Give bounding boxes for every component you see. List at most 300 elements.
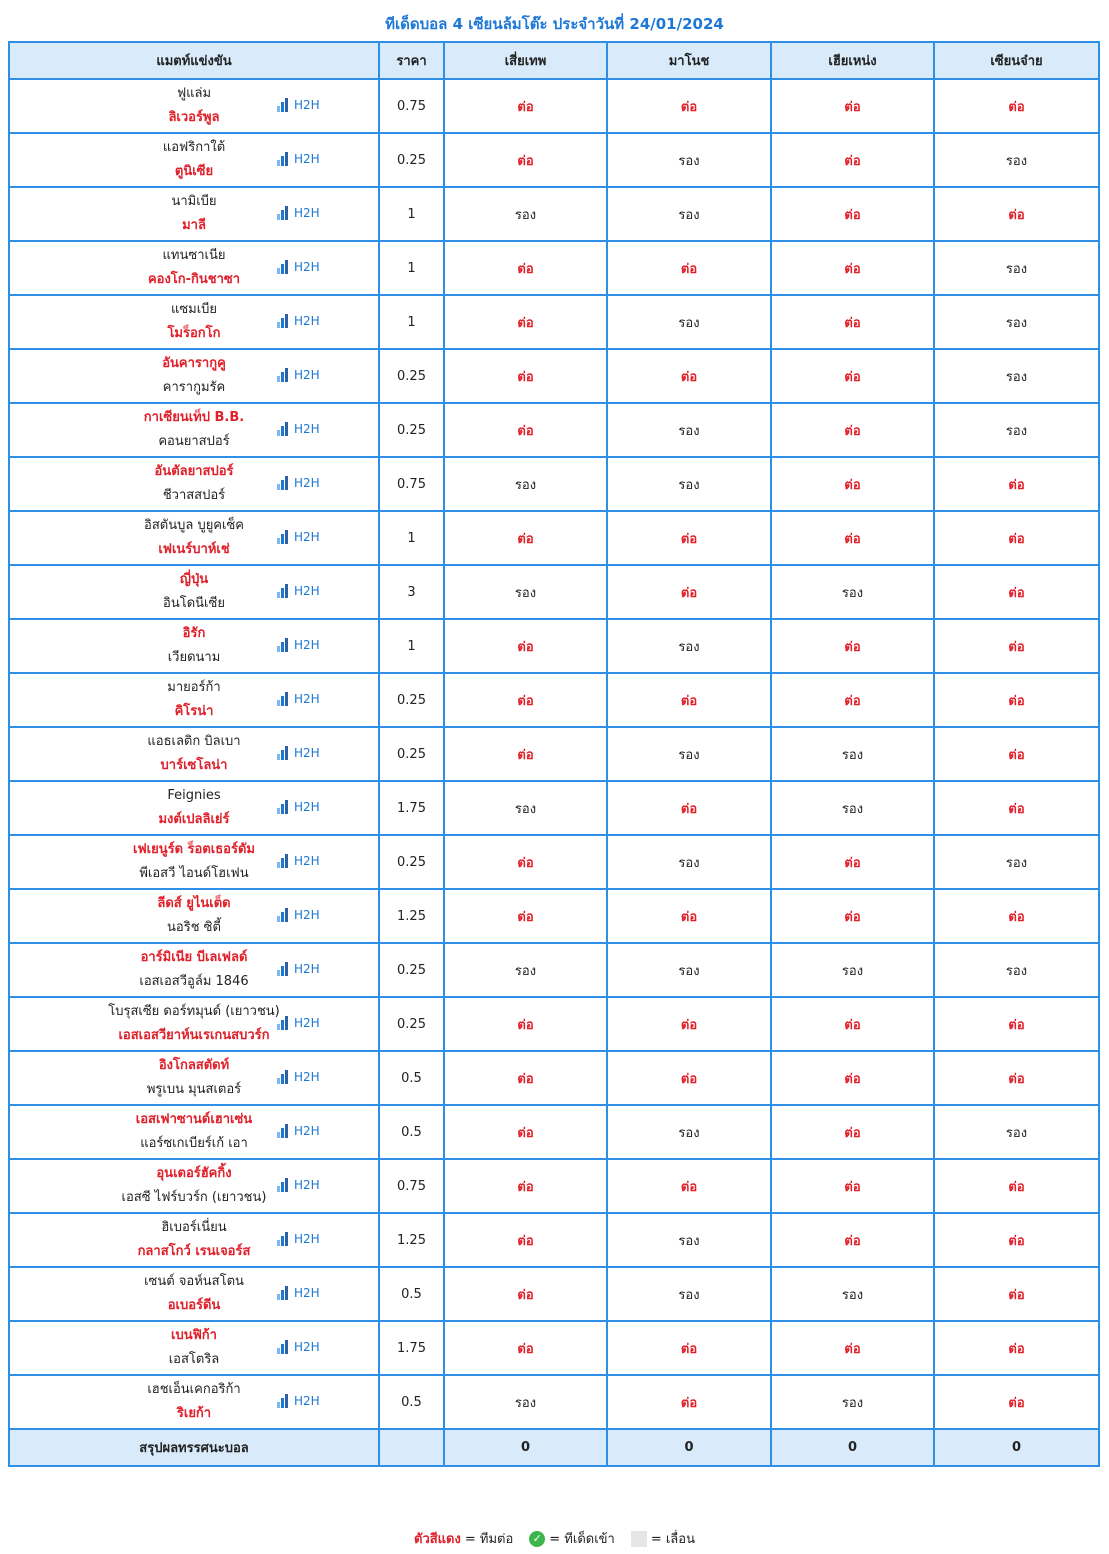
bar-chart-icon: [277, 422, 291, 436]
tipster-pick-4: รอง: [934, 349, 1099, 403]
check-icon: ✓: [529, 1531, 545, 1547]
tipster-pick-2: รอง: [607, 457, 771, 511]
tipster-pick-1: ต่อ: [444, 889, 607, 943]
away-team: ตูนิเซีย: [174, 164, 214, 179]
tipster-pick-2: ต่อ: [607, 781, 771, 835]
h2h-link[interactable]: [277, 962, 320, 976]
h2h-label: H2H: [294, 1178, 320, 1192]
h2h-link[interactable]: [277, 692, 320, 706]
home-team: อิงโกลสตัดท์: [158, 1058, 230, 1073]
tipster-pick-3: ต่อ: [771, 349, 934, 403]
tipster-pick-1: ต่อ: [444, 1105, 607, 1159]
tipster-pick-1: รอง: [444, 457, 607, 511]
tipster-pick-3: ต่อ: [771, 79, 934, 133]
h2h-label: H2H: [294, 530, 320, 544]
match-cell: [9, 349, 379, 403]
price-cell: 1.25: [379, 1213, 444, 1267]
bar-chart-icon: [277, 98, 291, 112]
table-row: [9, 943, 1099, 997]
bar-chart-icon: [277, 206, 291, 220]
legend-check-desc: = ทีเด็ดเข้า: [549, 1532, 615, 1547]
table-row: [9, 1267, 1099, 1321]
tipster-pick-1: รอง: [444, 781, 607, 835]
tipster-pick-1: ต่อ: [444, 295, 607, 349]
tipster-pick-1: ต่อ: [444, 511, 607, 565]
tipster-header-3: เฮียเหน่ง: [771, 42, 934, 79]
match-cell: [9, 1321, 379, 1375]
bar-chart-icon: [277, 584, 291, 598]
h2h-link[interactable]: [277, 260, 320, 274]
home-team: ฟูแล่ม: [176, 86, 212, 101]
h2h-label: H2H: [294, 260, 320, 274]
home-team: ญี่ปุ่น: [179, 572, 209, 587]
h2h-label: H2H: [294, 908, 320, 922]
tipster-pick-3: ต่อ: [771, 403, 934, 457]
away-team: เอสซี ไฟร์บวร์ก (เยาวชน): [121, 1190, 267, 1205]
tipster-pick-2: ต่อ: [607, 1375, 771, 1429]
table-row: [9, 1105, 1099, 1159]
h2h-label: H2H: [294, 746, 320, 760]
home-team: มายอร์ก้า: [167, 680, 221, 695]
tipster-pick-4: รอง: [934, 943, 1099, 997]
h2h-link[interactable]: [277, 98, 320, 112]
tipster-pick-4: ต่อ: [934, 727, 1099, 781]
match-cell: [9, 133, 379, 187]
home-team: แทนซาเนีย: [162, 248, 226, 263]
bar-chart-icon: [277, 1286, 291, 1300]
bar-chart-icon: [277, 800, 291, 814]
h2h-label: H2H: [294, 152, 320, 166]
tipster-pick-2: ต่อ: [607, 349, 771, 403]
away-team: อินโดนีเซีย: [163, 596, 225, 611]
match-cell: [9, 1159, 379, 1213]
h2h-link[interactable]: [277, 800, 320, 814]
match-cell: [9, 457, 379, 511]
price-cell: 3: [379, 565, 444, 619]
tipster-pick-2: ต่อ: [607, 1159, 771, 1213]
bar-chart-icon: [277, 1340, 291, 1354]
tipster-pick-4: ต่อ: [934, 1267, 1099, 1321]
match-header: แมตท์แข่งขัน: [9, 42, 379, 79]
bar-chart-icon: [277, 1394, 291, 1408]
away-team: พีเอสวี ไอนด์โฮเฟน: [139, 866, 249, 881]
away-team: อเบอร์ดีน: [167, 1298, 221, 1313]
tipster-pick-1: ต่อ: [444, 727, 607, 781]
h2h-link[interactable]: [277, 314, 320, 328]
table-row: [9, 781, 1099, 835]
match-cell: [9, 1267, 379, 1321]
tipster-pick-2: รอง: [607, 1105, 771, 1159]
tipster-pick-4: ต่อ: [934, 457, 1099, 511]
h2h-label: H2H: [294, 962, 320, 976]
h2h-link[interactable]: [277, 1124, 320, 1138]
home-team: กาเซียนเท็ป B.B.: [143, 410, 245, 425]
home-team: อาร์มิเนีย บีเลเฟลด์: [140, 950, 248, 965]
tipster-pick-2: ต่อ: [607, 1321, 771, 1375]
away-team: เฟเนร์บาห์เช่: [158, 542, 230, 557]
tipster-pick-4: ต่อ: [934, 1213, 1099, 1267]
table-row: [9, 997, 1099, 1051]
price-cell: 0.5: [379, 1105, 444, 1159]
match-cell: [9, 1375, 379, 1429]
tipster-pick-3: ต่อ: [771, 241, 934, 295]
bar-chart-icon: [277, 476, 291, 490]
tipster-pick-3: ต่อ: [771, 619, 934, 673]
bar-chart-icon: [277, 854, 291, 868]
price-cell: 0.25: [379, 835, 444, 889]
legend-red-desc: = ทีมต่อ: [464, 1532, 514, 1547]
bar-chart-icon: [277, 314, 291, 328]
home-team: เบนฟิก้า: [171, 1328, 217, 1343]
table-row: [9, 673, 1099, 727]
h2h-link[interactable]: [277, 1016, 320, 1030]
h2h-link[interactable]: [277, 422, 320, 436]
home-team: อุนเตอร์ฮัคกิ้ง: [156, 1166, 232, 1181]
away-team: คิโรน่า: [174, 704, 214, 719]
away-team: มงต์เปลลิเย่ร์: [158, 812, 230, 827]
tipster-pick-3: ต่อ: [771, 673, 934, 727]
tipster-pick-3: รอง: [771, 1267, 934, 1321]
h2h-label: H2H: [294, 584, 320, 598]
match-cell: [9, 943, 379, 997]
h2h-link[interactable]: [277, 1286, 320, 1300]
tipster-pick-1: ต่อ: [444, 1321, 607, 1375]
h2h-label: H2H: [294, 368, 320, 382]
tipster-pick-4: รอง: [934, 835, 1099, 889]
tipster-pick-1: รอง: [444, 1375, 607, 1429]
tipster-pick-2: รอง: [607, 835, 771, 889]
tipster-pick-1: รอง: [444, 943, 607, 997]
tipster-pick-4: ต่อ: [934, 1375, 1099, 1429]
away-team: คองโก-กินชาซา: [147, 272, 241, 287]
match-cell: [9, 79, 379, 133]
away-team: ริเยก้า: [176, 1406, 212, 1421]
page-title: ทีเด็ดบอล 4 เซียนล้มโต๊ะ ประจำวันที่ 24/01/2024: [385, 15, 724, 33]
tipster-pick-4: ต่อ: [934, 79, 1099, 133]
match-cell: [9, 403, 379, 457]
tipster-pick-2: รอง: [607, 133, 771, 187]
tipster-pick-3: ต่อ: [771, 1321, 934, 1375]
tipster-pick-1: ต่อ: [444, 835, 607, 889]
table-row: [9, 187, 1099, 241]
tipster-pick-4: ต่อ: [934, 1159, 1099, 1213]
legend: [0, 1528, 1109, 1549]
bar-chart-icon: [277, 152, 291, 166]
h2h-link[interactable]: [277, 584, 320, 598]
tipster-pick-2: รอง: [607, 943, 771, 997]
bar-chart-icon: [277, 1016, 291, 1030]
bar-chart-icon: [277, 908, 291, 922]
grey-box-icon: [631, 1531, 647, 1547]
tipster-pick-3: ต่อ: [771, 1051, 934, 1105]
tips-table: [8, 41, 1100, 1467]
price-cell: 0.25: [379, 727, 444, 781]
tipster-pick-4: รอง: [934, 1105, 1099, 1159]
tipster-pick-4: รอง: [934, 241, 1099, 295]
price-cell: 1: [379, 295, 444, 349]
home-team: นามิเบีย: [171, 194, 217, 209]
h2h-label: H2H: [294, 1340, 320, 1354]
h2h-label: H2H: [294, 692, 320, 706]
match-cell: [9, 1105, 379, 1159]
tipster-pick-4: ต่อ: [934, 619, 1099, 673]
h2h-label: H2H: [294, 1232, 320, 1246]
table-row: [9, 1159, 1099, 1213]
tipster-pick-1: ต่อ: [444, 1267, 607, 1321]
tipster-pick-2: รอง: [607, 187, 771, 241]
tipster-pick-1: ต่อ: [444, 79, 607, 133]
price-cell: 0.25: [379, 997, 444, 1051]
table-row: [9, 295, 1099, 349]
h2h-label: H2H: [294, 638, 320, 652]
home-team: ฮิเบอร์เนี่ยน: [161, 1220, 227, 1235]
match-cell: [9, 781, 379, 835]
summary-price-cell: [379, 1429, 444, 1466]
tipster-pick-3: ต่อ: [771, 187, 934, 241]
home-team: เฮชเอ็นเคกอริก้า: [147, 1382, 241, 1397]
tipster-pick-3: รอง: [771, 943, 934, 997]
tipster-pick-2: รอง: [607, 295, 771, 349]
summary-score-1: 0: [444, 1429, 607, 1466]
bar-chart-icon: [277, 1178, 291, 1192]
price-cell: 1: [379, 187, 444, 241]
home-team: Feignies: [167, 788, 221, 803]
price-cell: 1.75: [379, 1321, 444, 1375]
price-cell: 0.25: [379, 403, 444, 457]
bar-chart-icon: [277, 1124, 291, 1138]
away-team: เวียดนาม: [167, 650, 221, 665]
bar-chart-icon: [277, 1070, 291, 1084]
tipster-pick-3: รอง: [771, 1375, 934, 1429]
summary-score-4: 0: [934, 1429, 1099, 1466]
price-cell: 1.75: [379, 781, 444, 835]
price-cell: 0.25: [379, 943, 444, 997]
tipster-pick-2: ต่อ: [607, 565, 771, 619]
h2h-link[interactable]: [277, 1340, 320, 1354]
h2h-link[interactable]: [277, 530, 320, 544]
table-row: [9, 835, 1099, 889]
tipster-pick-3: ต่อ: [771, 457, 934, 511]
summary-score-2: 0: [607, 1429, 771, 1466]
tipster-pick-2: ต่อ: [607, 79, 771, 133]
tipster-pick-3: รอง: [771, 781, 934, 835]
table-header-row: [9, 42, 1099, 79]
tipster-pick-3: ต่อ: [771, 889, 934, 943]
table-row: [9, 403, 1099, 457]
tipster-pick-2: รอง: [607, 619, 771, 673]
bar-chart-icon: [277, 368, 291, 382]
tipster-header-2: มาโนช: [607, 42, 771, 79]
away-team: โมร็อกโก: [167, 326, 221, 341]
home-team: ลีดส์ ยูไนเต็ด: [157, 896, 231, 911]
tipster-pick-3: ต่อ: [771, 511, 934, 565]
tipster-pick-1: ต่อ: [444, 1159, 607, 1213]
price-cell: 1: [379, 619, 444, 673]
tipster-pick-1: ต่อ: [444, 1213, 607, 1267]
away-team: เอสโตริล: [168, 1352, 220, 1367]
home-team: โบรุสเซีย ดอร์ทมุนด์ (เยาวชน): [108, 1004, 280, 1019]
tipster-pick-2: ต่อ: [607, 511, 771, 565]
tipster-pick-2: รอง: [607, 727, 771, 781]
price-cell: 0.5: [379, 1051, 444, 1105]
tipster-pick-4: รอง: [934, 295, 1099, 349]
table-row: [9, 79, 1099, 133]
away-team: แอร์ซเกเบียร์เก้ เอา: [140, 1136, 248, 1151]
match-cell: [9, 1051, 379, 1105]
tipster-pick-4: ต่อ: [934, 889, 1099, 943]
h2h-link[interactable]: [277, 908, 320, 922]
h2h-link[interactable]: [277, 1394, 320, 1408]
tipster-pick-2: รอง: [607, 1267, 771, 1321]
tipster-pick-2: ต่อ: [607, 1051, 771, 1105]
match-cell: [9, 511, 379, 565]
tipster-pick-4: ต่อ: [934, 997, 1099, 1051]
price-cell: 0.25: [379, 673, 444, 727]
bar-chart-icon: [277, 530, 291, 544]
home-team: อิรัก: [182, 626, 206, 641]
tipster-pick-4: ต่อ: [934, 781, 1099, 835]
tipster-pick-1: รอง: [444, 187, 607, 241]
tipster-pick-2: ต่อ: [607, 889, 771, 943]
h2h-link[interactable]: [277, 854, 320, 868]
h2h-label: H2H: [294, 854, 320, 868]
table-row: [9, 889, 1099, 943]
away-team: บาร์เซโลน่า: [160, 758, 228, 773]
tipster-pick-1: ต่อ: [444, 403, 607, 457]
table-row: [9, 133, 1099, 187]
h2h-label: H2H: [294, 1124, 320, 1138]
tipster-pick-1: ต่อ: [444, 241, 607, 295]
price-cell: 1: [379, 241, 444, 295]
tipster-header-4: เซียนจ๋าย: [934, 42, 1099, 79]
match-cell: [9, 187, 379, 241]
tipster-pick-4: ต่อ: [934, 673, 1099, 727]
tipster-header-1: เสี่ยเทพ: [444, 42, 607, 79]
tipster-pick-4: ต่อ: [934, 1321, 1099, 1375]
match-cell: [9, 673, 379, 727]
tipster-pick-1: ต่อ: [444, 619, 607, 673]
h2h-label: H2H: [294, 206, 320, 220]
summary-score-3: 0: [771, 1429, 934, 1466]
price-cell: 0.75: [379, 1159, 444, 1213]
home-team: แซมเบีย: [170, 302, 218, 317]
table-row: [9, 565, 1099, 619]
tipster-pick-1: รอง: [444, 565, 607, 619]
h2h-label: H2H: [294, 1394, 320, 1408]
table-row: [9, 1375, 1099, 1429]
tipster-pick-3: ต่อ: [771, 1213, 934, 1267]
h2h-label: H2H: [294, 314, 320, 328]
table-row: [9, 727, 1099, 781]
tipster-pick-4: รอง: [934, 403, 1099, 457]
price-cell: 0.5: [379, 1375, 444, 1429]
h2h-link[interactable]: [277, 368, 320, 382]
away-team: ลิเวอร์พูล: [168, 110, 220, 125]
price-cell: 0.5: [379, 1267, 444, 1321]
legend-red-text: ตัวสีแดง: [414, 1532, 461, 1547]
tipster-pick-4: ต่อ: [934, 565, 1099, 619]
match-cell: [9, 835, 379, 889]
legend-postponed: [631, 1528, 695, 1549]
tipster-pick-3: ต่อ: [771, 1159, 934, 1213]
home-team: เซนต์ จอห์นสโตน: [144, 1274, 244, 1289]
h2h-label: H2H: [294, 1016, 320, 1030]
bar-chart-icon: [277, 962, 291, 976]
match-cell: [9, 889, 379, 943]
legend-red: [414, 1528, 513, 1549]
price-cell: 0.75: [379, 457, 444, 511]
away-team: กลาสโกว์ เรนเจอร์ส: [137, 1244, 251, 1259]
bar-chart-icon: [277, 692, 291, 706]
legend-check: [529, 1528, 615, 1549]
tipster-pick-1: ต่อ: [444, 1051, 607, 1105]
h2h-label: H2H: [294, 476, 320, 490]
table-row: [9, 619, 1099, 673]
h2h-link[interactable]: [277, 1178, 320, 1192]
price-cell: 0.25: [379, 349, 444, 403]
away-team: คารากูมรัค: [162, 380, 226, 395]
tipster-pick-3: ต่อ: [771, 997, 934, 1051]
tipster-pick-2: ต่อ: [607, 241, 771, 295]
tipster-pick-3: ต่อ: [771, 133, 934, 187]
away-team: เอสเอสวีอูล์ม 1846: [139, 974, 249, 989]
match-cell: [9, 1213, 379, 1267]
match-cell: [9, 997, 379, 1051]
away-team: พรูเบน มุนสเตอร์: [146, 1082, 242, 1097]
tipster-pick-2: รอง: [607, 1213, 771, 1267]
match-cell: [9, 727, 379, 781]
tipster-pick-4: รอง: [934, 133, 1099, 187]
table-row: [9, 1321, 1099, 1375]
tipster-pick-3: ต่อ: [771, 1105, 934, 1159]
price-header: ราคา: [379, 42, 444, 79]
tipster-pick-3: ต่อ: [771, 295, 934, 349]
price-cell: 0.25: [379, 133, 444, 187]
h2h-link[interactable]: [277, 1232, 320, 1246]
table-row: [9, 1213, 1099, 1267]
table-row: [9, 457, 1099, 511]
bar-chart-icon: [277, 746, 291, 760]
tipster-pick-2: ต่อ: [607, 997, 771, 1051]
h2h-link[interactable]: [277, 206, 320, 220]
away-team: เอสเอสวียาห์นเรเกนสบวร์ก: [118, 1028, 270, 1043]
table-row: [9, 241, 1099, 295]
tipster-pick-4: ต่อ: [934, 187, 1099, 241]
tipster-pick-2: รอง: [607, 403, 771, 457]
home-team: เอสเฟาซานด์เฮาเซ่น: [135, 1112, 253, 1127]
h2h-link[interactable]: [277, 476, 320, 490]
match-cell: [9, 295, 379, 349]
h2h-label: H2H: [294, 1286, 320, 1300]
match-cell: [9, 619, 379, 673]
tipster-pick-1: ต่อ: [444, 673, 607, 727]
home-team: เฟเยนูร์ด ร็อตเธอร์ดัม: [133, 842, 255, 857]
home-team: อิสตันบูล บูยูคเซ็ค: [144, 518, 244, 533]
table-row: [9, 511, 1099, 565]
tipster-pick-4: ต่อ: [934, 511, 1099, 565]
summary-row: [9, 1429, 1099, 1466]
tipster-pick-1: ต่อ: [444, 997, 607, 1051]
table-row: [9, 1051, 1099, 1105]
match-cell: [9, 241, 379, 295]
home-team: แอธเลติก บิลเบา: [147, 734, 241, 749]
summary-label: สรุปผลทรรศนะบอล: [9, 1429, 379, 1466]
h2h-link[interactable]: [277, 746, 320, 760]
tipster-pick-3: รอง: [771, 565, 934, 619]
h2h-link[interactable]: [277, 152, 320, 166]
h2h-link[interactable]: [277, 1070, 320, 1084]
h2h-link[interactable]: [277, 638, 320, 652]
